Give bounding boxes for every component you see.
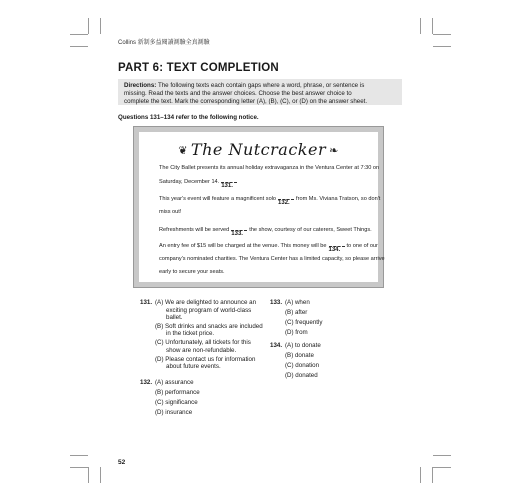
part-title: PART 6: TEXT COMPLETION	[118, 62, 279, 74]
option-a[interactable]: (A) when	[285, 299, 310, 306]
crop-mark	[70, 34, 88, 35]
option-d[interactable]: (D) from	[285, 329, 308, 336]
question-number: 131.	[140, 299, 153, 306]
option-c[interactable]: (C) frequently	[285, 319, 323, 326]
question-number: 134.	[270, 342, 283, 349]
running-header: Collins 新制多益閱讀測驗全真測驗	[118, 40, 210, 46]
directions-line: The following texts each contain gaps where a word, phrase, or sentence is	[157, 82, 365, 89]
option-b[interactable]: (B) Soft drinks and snacks are included	[155, 322, 263, 330]
notice-text: An entry fee of $15 will be charged at the venue. This money will be	[159, 243, 327, 249]
crop-mark	[433, 467, 451, 468]
crop-mark	[432, 467, 433, 483]
option-c[interactable]: (C) significance	[155, 399, 198, 406]
blank-134	[328, 241, 345, 253]
crop-mark	[88, 467, 89, 483]
crop-mark	[433, 34, 451, 35]
crop-mark	[70, 467, 88, 468]
crop-mark	[432, 18, 433, 34]
blank-number: 134.	[328, 247, 341, 253]
directions-label: Directions:	[124, 82, 157, 89]
option-a[interactable]: (A) to donate	[285, 342, 321, 349]
question-number: 132.	[140, 379, 153, 386]
crop-mark	[70, 455, 88, 456]
option-a[interactable]: (A) We are delighted to announce an	[155, 299, 257, 306]
crop-mark	[88, 18, 89, 34]
option-text: exciting program of world-class	[166, 306, 252, 314]
flourish-left-icon: ❦	[178, 144, 188, 157]
blank-number: 131.	[221, 183, 233, 189]
blank-131	[221, 177, 237, 189]
crop-mark	[433, 455, 451, 456]
notice-line: The City Ballet presents its annual holiday extravaganza in the Ventura Center at 7:30 on	[159, 165, 380, 171]
questions-reference: Questions 131–134 refer to the following notice.	[118, 114, 259, 121]
notice-text: Saturday, December 14.	[159, 179, 220, 185]
blank-number: 133.	[231, 231, 243, 237]
crop-mark	[420, 18, 421, 34]
notice-line: company's nominated charities. The Ventura Center has a limited capacity, so please arrive	[159, 256, 385, 262]
flourish-right-icon: ❧	[329, 144, 339, 157]
option-b[interactable]: (B) after	[285, 309, 308, 316]
notice-line: miss out!	[159, 209, 182, 215]
notice-title	[139, 140, 378, 159]
option-text: about future events.	[166, 363, 221, 370]
option-d[interactable]: (D) donated	[285, 372, 318, 379]
directions-box	[118, 79, 402, 105]
directions-line: complete the text. Mark the corresponding letter (A), (B), (C), or (D) on the answer sheet.	[124, 98, 368, 105]
blank-133	[231, 225, 247, 237]
option-a[interactable]: (A) assurance	[155, 379, 194, 386]
option-d[interactable]: (D) insurance	[155, 409, 193, 416]
option-d[interactable]: (D) Please contact us for information	[155, 355, 256, 363]
option-c[interactable]: (C) donation	[285, 362, 320, 369]
crop-mark	[420, 467, 421, 483]
blank-number: 132.	[278, 200, 290, 206]
notice-text: Refreshments will be served	[159, 227, 230, 233]
notice-text: to one of our	[346, 243, 378, 249]
option-text: show are non-refundable.	[166, 346, 237, 354]
crop-mark	[433, 46, 451, 47]
crop-mark	[100, 467, 101, 483]
blank-132	[278, 194, 294, 206]
option-text: in the ticket price.	[166, 330, 215, 337]
crop-mark	[70, 46, 88, 47]
notice-body	[139, 132, 385, 282]
notice-line: early to secure your seats.	[159, 269, 225, 275]
notice-line	[159, 194, 381, 206]
option-c[interactable]: (C) Unfortunately, all tickets for this	[155, 339, 251, 346]
directions-line: missing. Read the texts and the answer choices. Choose the best answer choice to	[124, 90, 352, 97]
option-text: ballet.	[166, 314, 183, 321]
page-number: 52	[118, 459, 126, 466]
question-number: 133.	[270, 299, 283, 306]
notice-line	[159, 177, 239, 189]
crop-mark	[100, 18, 101, 34]
notice-text: the show, courtesy of our caterers, Sweet Things.	[249, 227, 372, 233]
notice-title-text: The Nutcracker	[190, 140, 327, 159]
notice-line	[159, 241, 378, 253]
notice-text: from Ms. Viviana Tratson, so don't	[296, 196, 381, 202]
notice-text: This year's event will feature a magnificent solo	[159, 196, 277, 202]
option-b[interactable]: (B) performance	[155, 389, 200, 396]
notice-line	[159, 225, 372, 237]
option-b[interactable]: (B) donate	[285, 352, 314, 359]
notice-frame	[133, 126, 384, 288]
